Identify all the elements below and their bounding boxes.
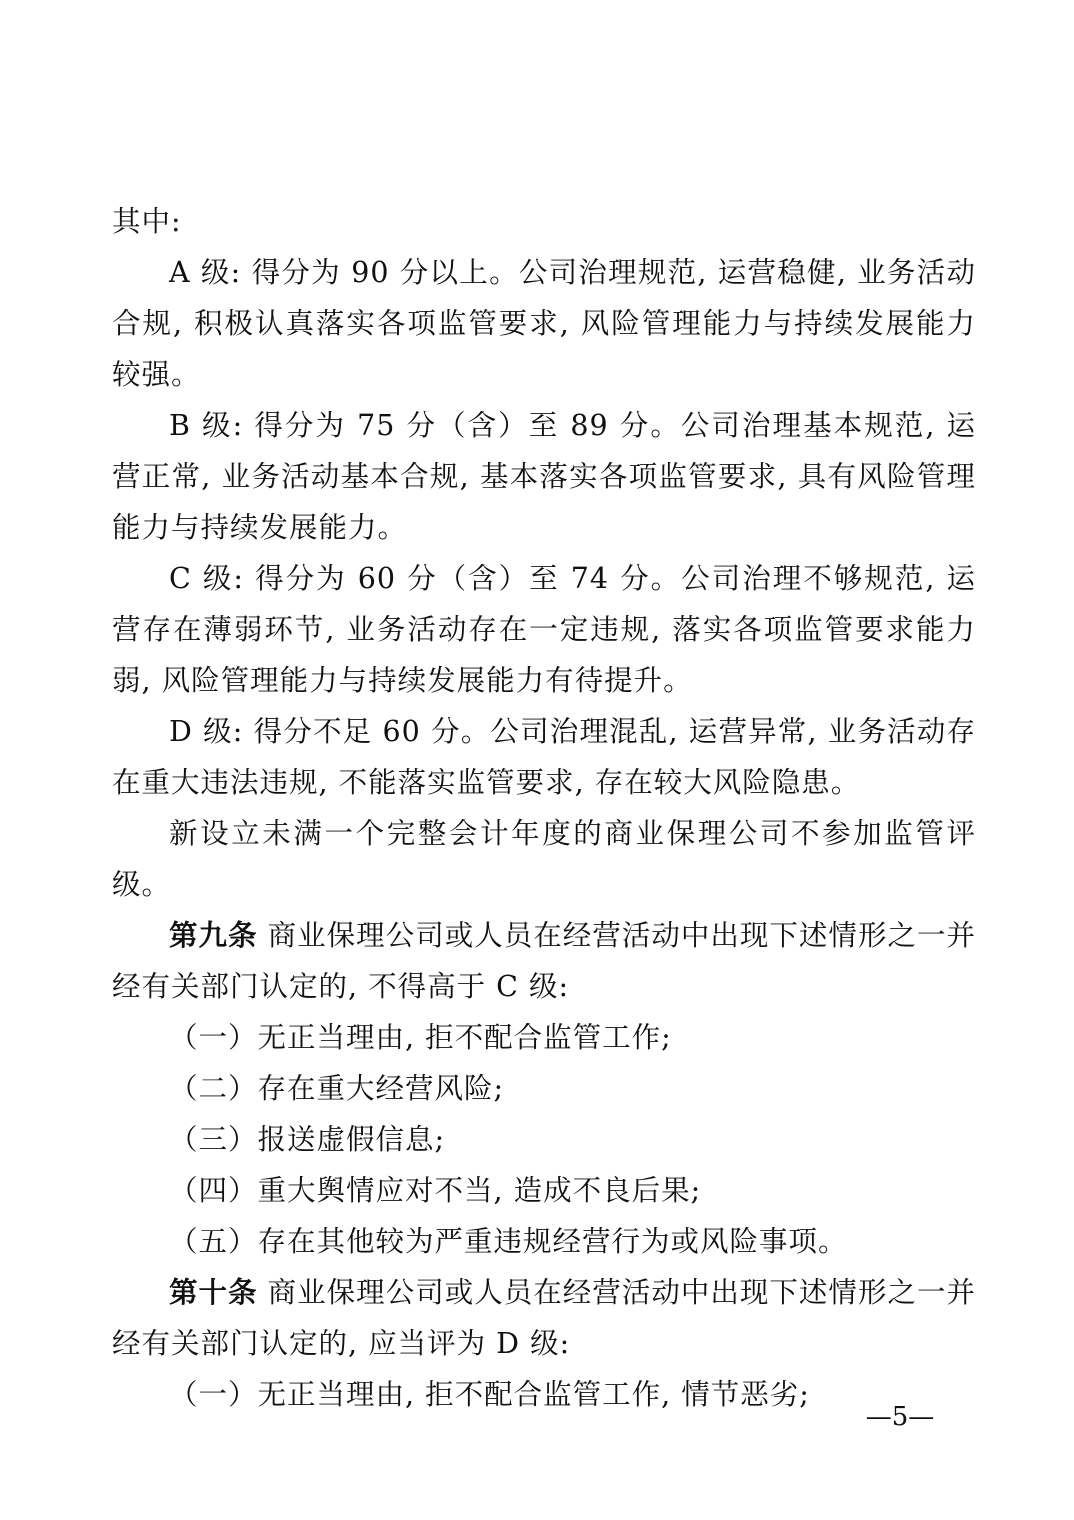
- paragraph-item-5: [112, 1216, 976, 1267]
- paragraph-text: （一）无正当理由, 拒不配合监管工作;: [169, 1021, 672, 1054]
- paragraph-item-1-d: [112, 1369, 976, 1420]
- document-body: [112, 196, 976, 1420]
- paragraph-item-3: [112, 1114, 976, 1165]
- paragraph-grade-b: [112, 400, 976, 553]
- paragraph-article-9: [112, 910, 976, 1012]
- paragraph-text: 商业保理公司或人员在经营活动中出现下述情形之一并经有关部门认定的, 不得高于 C 级:: [112, 919, 976, 1003]
- paragraph-grade-c: [112, 553, 976, 706]
- paragraph-item-2: [112, 1063, 976, 1114]
- paragraph-item-4: [112, 1165, 976, 1216]
- paragraph-new-company: [112, 808, 976, 910]
- paragraph-text: （三）报送虚假信息;: [169, 1123, 446, 1156]
- paragraph-text: （一）无正当理由, 拒不配合监管工作, 情节恶劣;: [169, 1378, 810, 1411]
- paragraph-text: 商业保理公司或人员在经营活动中出现下述情形之一并经有关部门认定的, 应当评为 D 级:: [112, 1276, 976, 1360]
- paragraph-article-10: [112, 1267, 976, 1369]
- paragraph-text: B 级: 得分为 75 分（含）至 89 分。公司治理基本规范, 运营正常, 业务活动基本合规, 基本落实各项监管要求, 具有风险管理能力与持续发展能力。: [112, 409, 976, 544]
- article-heading: 第十条: [169, 1276, 258, 1309]
- paragraph-text: D 级: 得分不足 60 分。公司治理混乱, 运营异常, 业务活动存在重大违法违规, 不能落实监管要求, 存在较大风险隐患。: [112, 715, 976, 799]
- paragraph-text: A 级: 得分为 90 分以上。公司治理规范, 运营稳健, 业务活动合规, 积极认真落实各项监管要求, 风险管理能力与持续发展能力较强。: [112, 256, 976, 391]
- paragraph-grade-a: [112, 247, 976, 400]
- paragraph-text: 新设立未满一个完整会计年度的商业保理公司不参加监管评级。: [112, 817, 976, 901]
- paragraph-grade-d: [112, 706, 976, 808]
- paragraph-intro: [112, 196, 976, 247]
- paragraph-text: C 级: 得分为 60 分（含）至 74 分。公司治理不够规范, 运营存在薄弱环节, 业务活动存在一定违规, 落实各项监管要求能力弱, 风险管理能力与持续发展能力有待提升。: [112, 562, 976, 697]
- article-heading: 第九条: [169, 919, 258, 952]
- paragraph-text: （五）存在其他较为严重违规经营行为或风险事项。: [169, 1225, 848, 1258]
- paragraph-text: 其中:: [112, 205, 182, 238]
- page-number: —5—: [865, 1402, 935, 1432]
- paragraph-item-1: [112, 1012, 976, 1063]
- paragraph-text: （二）存在重大经营风险;: [169, 1072, 505, 1105]
- paragraph-text: （四）重大舆情应对不当, 造成不良后果;: [169, 1174, 702, 1207]
